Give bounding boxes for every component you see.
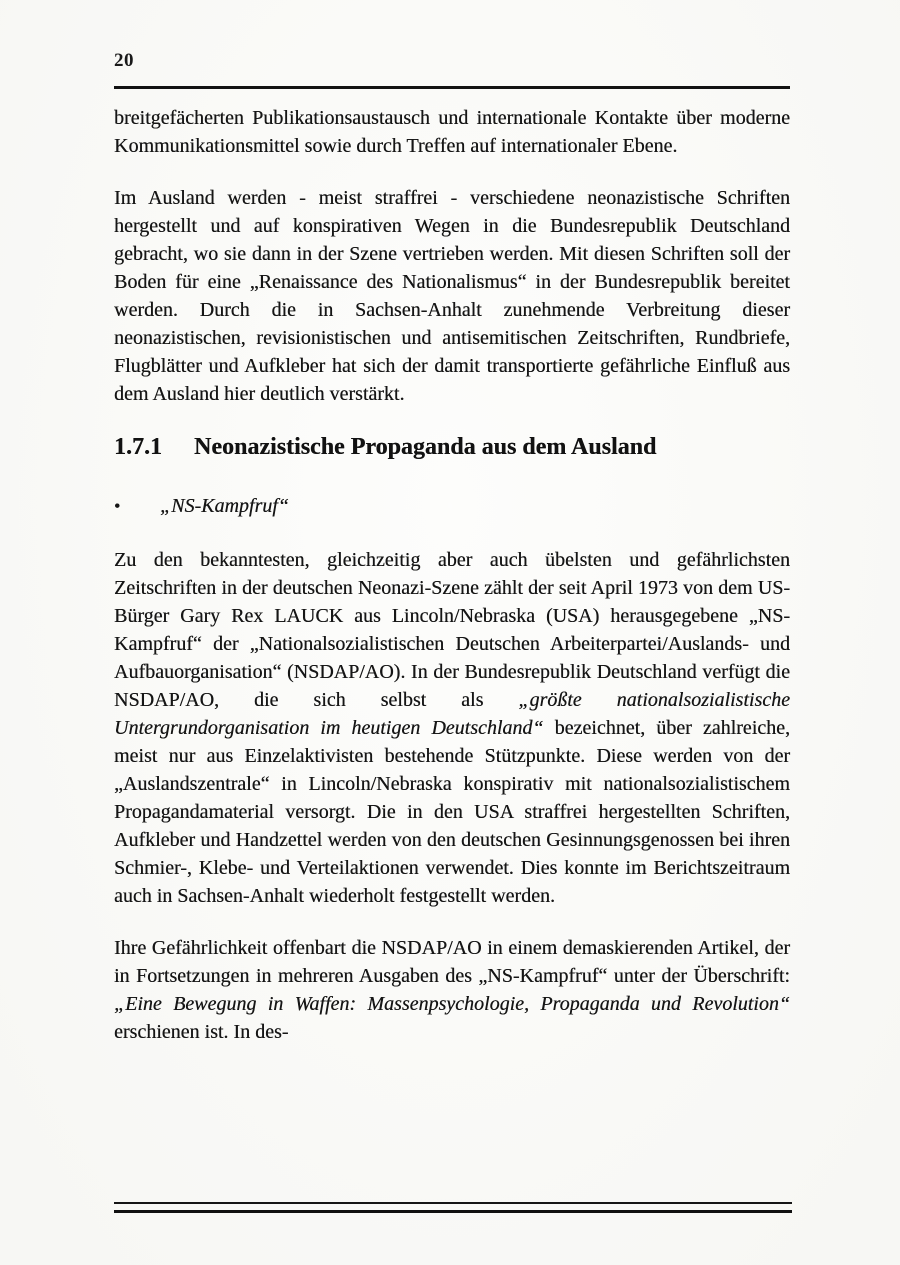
page-body [114,104,790,1046]
bullet-label: „NS-Kampfruf“ [160,495,289,517]
footer-rule-top [114,1202,792,1204]
paragraph: Ihre Gefährlichkeit offenbart die NSDAP/AO in einem demaskierenden Artikel, der in Fortsetzungen in mehreren Ausgaben des „NS-Kampfruf“ unter der Überschrift: „Eine Bewegung in Waffen: Massenpsychologie, Propaganda und Revolution“ erschienen ist. In des- [114,937,790,1043]
page-number: 20 [114,50,134,71]
paragraph: Zu den bekanntesten, gleichzeitig aber auch übelsten und gefährlichsten Zeitschriften in der deutschen Neonazi-Szene zählt der seit April 1973 von dem US-Bürger Gary Rex LAUCK aus Lincoln/Nebraska (USA) herausgegebene „NS-Kampfruf“ der „Nationalsozialistischen Deutschen Arbeiterpartei/Auslands- und Aufbauorganisation“ (NSDAP/AO). In der Bundesrepublik Deutschland verfügt die NSDAP/AO, die sich selbst als „größte nationalsozialistische Untergrundorganisation im heutigen Deutschland“ bezeichnet, über zahlreiche, meist nur aus Einzelaktivisten bestehende Stützpunkte. Diese werden von der „Auslandszentrale“ in Lincoln/Nebraska konspirativ mit nationalsozialistischem Propagandamaterial versorgt. Die in den USA straffrei hergestellten Schriften, Aufkleber und Handzettel werden von den deutschen Gesinnungsgenossen bei ihren Schmier-, Klebe- und Verteilaktionen verwendet. Dies konnte im Berichtszeitraum auch in Sachsen-Anhalt wiederholt festgestellt werden. [114,549,790,907]
bullet-item [114,492,790,520]
paragraph: Im Ausland werden - meist straffrei - verschiedene neonazistische Schriften hergestellt und auf konspirativen Wegen in die Bundesrepublik Deutschland gebracht, wo sie dann in der Szene vertrieben werden. Mit diesen Schriften soll der Boden für eine „Renaissance des Nationalismus“ in der Bundesrepublik bereitet werden. Durch die in Sachsen-Anhalt zunehmende Verbreitung dieser neonazistischen, revisionistischen und antisemitischen Zeitschriften, Rundbriefe, Flugblätter und Aufkleber hat sich der damit transportierte gefährliche Einfluß aus dem Ausland hier deutlich verstärkt. [114,187,790,405]
paragraph: breitgefächerten Publikationsaustausch und internationale Kontakte über moderne Kommunikationsmittel sowie durch Treffen auf internationaler Ebene. [114,107,790,157]
section-title: Neonazistische Propaganda aus dem Ausland [194,434,657,460]
page-header [114,50,790,89]
section-heading [114,432,790,462]
footer-rule-bottom [114,1210,792,1213]
header-rule [114,86,790,89]
bullet-icon: • [114,496,121,516]
section-number: 1.7.1 [114,434,162,460]
page-footer [114,1202,792,1213]
